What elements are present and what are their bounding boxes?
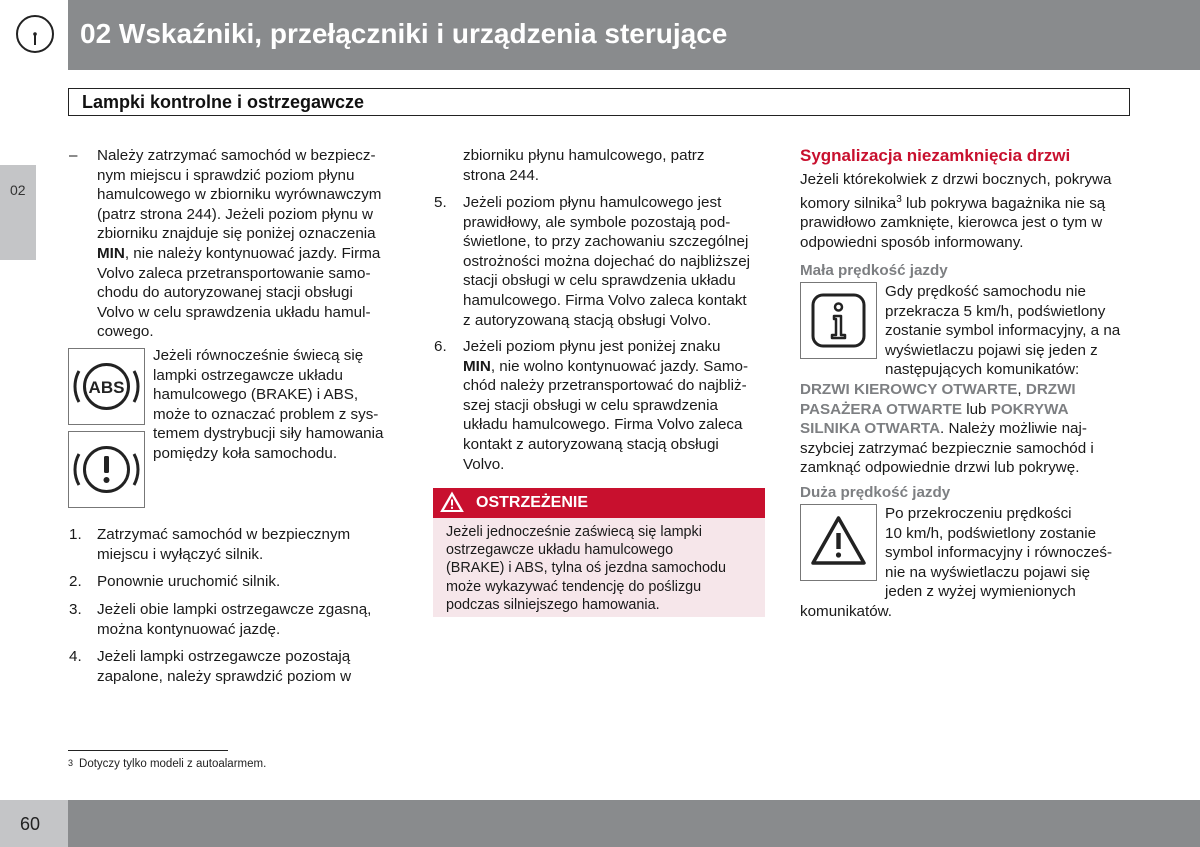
text-line: Należy zatrzymać samochód w bezpiecz-	[97, 147, 376, 164]
chapter-title: 02 Wskaźniki, przełączniki i urządzenia sterujące	[80, 18, 728, 49]
list-item	[97, 572, 407, 592]
text-line: Ponownie uruchomić silnik.	[97, 573, 281, 590]
text-line: lampki ostrzegawcze układu	[153, 366, 343, 384]
footnote	[68, 758, 266, 770]
text-line: Jeżeli równocześnie świecą się	[153, 347, 364, 364]
chapter-tab	[0, 165, 36, 260]
text-line: ostrzegawcze układu hamulcowego	[446, 542, 674, 559]
text-line: Jeżeli jednocześnie zaświecą się lampki	[446, 524, 702, 540]
section-title: Lampki kontrolne i ostrzegawcze	[82, 92, 365, 112]
text-line	[463, 357, 773, 377]
text-line: zbiorniku płynu hamulcowego, patrz	[463, 147, 705, 164]
text-line: Gdy prędkość samochodu nie	[885, 283, 1086, 300]
list-item	[97, 647, 407, 686]
text-line: temem dystrybucji siły hamowania	[153, 425, 384, 443]
text-span: , nie należy kontynuować jazdy. Firma	[124, 244, 381, 262]
list-number: 5.	[434, 194, 447, 211]
warning-label: OSTRZEŻENIE	[476, 494, 589, 511]
footer-bar	[68, 800, 1200, 847]
text-line: Volvo w celu sprawdzenia układu hamul-	[97, 303, 371, 321]
text-line: można kontynuować jazdę.	[97, 620, 281, 638]
high-speed-tail: komunikatów.	[800, 603, 893, 620]
text-line: zostanie symbol informacyjny, a na	[885, 322, 1121, 340]
list-item	[97, 600, 407, 639]
text-line	[800, 400, 1145, 420]
warning-triangle-icon	[440, 491, 464, 513]
text-span: lub pokrywa bagażnika nie są	[901, 194, 1106, 212]
text-line: nym miejscu i sprawdzić poziom płynu	[97, 166, 355, 184]
abs-icon-text: ABS	[88, 378, 125, 397]
text-span: ,	[1017, 381, 1026, 398]
list-number: 4.	[69, 648, 82, 665]
doors-heading: Sygnalizacja niezamknięcia drzwi	[800, 146, 1071, 165]
text-line: szej stacji obsługi w celu sprawdzenia	[463, 396, 718, 414]
text-line: ostrożności można dojechać do najbliższej	[463, 252, 751, 270]
warning-text	[446, 523, 761, 614]
list-item	[463, 337, 773, 474]
text-line: prawidłowo zamknięte, kierowca jest o tym w	[800, 214, 1103, 232]
list-item	[463, 193, 773, 330]
brake-icon-box	[68, 431, 145, 508]
text-line: chodu do autoryzowanej stacji obsługi	[97, 284, 353, 302]
list-number: 6.	[434, 338, 447, 355]
text-line	[800, 419, 1145, 439]
text-line: zapalone, należy sprawdzić poziom w	[97, 667, 352, 685]
text-line: prawidłowy, ale symbole pozostają pod-	[463, 213, 731, 231]
text-line: Volvo zaleca przetransportowanie samo-	[97, 264, 371, 282]
list-number: 2.	[69, 573, 82, 590]
list-number: 3.	[69, 601, 82, 618]
brake-warning-icon	[69, 432, 144, 507]
text-line: hamulcowego w zbiorniku wyrównawczym	[97, 186, 382, 204]
text-line: 10 km/h, podświetlony zostanie	[885, 524, 1097, 542]
text-line	[97, 244, 407, 264]
message-text: PASAŻERA OTWARTE	[800, 400, 962, 418]
gauge-icon	[15, 14, 55, 54]
list-item	[97, 525, 407, 564]
low-speed-heading: Mała prędkość jazdy	[800, 262, 948, 279]
high-speed-heading: Duża prędkość jazdy	[800, 484, 951, 501]
text-line: Jeżeli poziom płynu jest poniżej znaku	[463, 338, 721, 355]
text-line: Volvo.	[463, 455, 505, 473]
text-line: jeden z wyżej wymienionych	[885, 583, 1076, 601]
text-line: hamulcowego (BRAKE) i ABS,	[153, 386, 359, 404]
text-line: z autoryzowaną stacją obsługi Volvo.	[463, 311, 712, 329]
text-line: Jeżeli poziom płynu hamulcowego jest	[463, 194, 722, 211]
footnote-ref: 3	[896, 193, 902, 205]
text-span: . Należy możliwie naj-	[940, 420, 1087, 438]
footnote-rule	[68, 750, 228, 751]
chapter-tab-label: 02	[10, 182, 26, 198]
min-marker: MIN	[463, 357, 491, 375]
high-speed-paragraph	[885, 504, 1145, 602]
text-line: nie na wyświetlaczu pojawi się	[885, 563, 1091, 581]
message-text: DRZWI KIEROWCY OTWARTE	[800, 381, 1018, 398]
icon-paragraph	[153, 346, 413, 464]
message-text: POKRYWA	[990, 400, 1069, 418]
text-line: strona 244.	[463, 166, 539, 184]
text-line: przekracza 5 km/h, podświetlony	[885, 302, 1106, 320]
text-line: szybciej zatrzymać bezpiecznie samochód i	[800, 439, 1094, 457]
text-line: Jeżeli którekolwiek z drzwi bocznych, pokrywa	[800, 171, 1112, 188]
footnote-mark: 3	[68, 758, 74, 768]
text-line: następujących komunikatów:	[885, 361, 1080, 379]
text-line: zamknąć odpowiednie drzwi lub pokrywę.	[800, 459, 1080, 477]
text-line: stacji obsługi w celu sprawdzenia układu	[463, 272, 736, 290]
text-line: podczas silniejszego hamowania.	[446, 596, 660, 613]
text-line: pomiędzy koła samochodu.	[153, 444, 338, 462]
list-number: 1.	[69, 526, 82, 543]
text-line: cowego.	[97, 323, 154, 341]
text-line: wyświetlaczu pojawi się jeden z	[885, 341, 1098, 359]
info-icon-box	[800, 282, 877, 359]
low-speed-paragraph	[885, 282, 1145, 380]
low-speed-messages	[800, 380, 1145, 478]
text-line: układu hamulcowego. Firma Volvo zaleca	[463, 416, 743, 434]
text-line: symbol informacyjny i równocześ-	[885, 544, 1113, 562]
triangle-icon	[801, 505, 876, 580]
text-line: zbiorniku znajduje się poniżej oznaczenia	[97, 225, 376, 243]
text-span: komory silnika	[800, 194, 897, 212]
text-line: odpowiedni sposób informowany.	[800, 233, 1024, 251]
min-marker: MIN	[97, 244, 125, 262]
text-line: (patrz strona 244). Jeżeli poziom płynu w	[97, 205, 374, 223]
text-line: może wykazywać tendencję do poślizgu	[446, 578, 702, 595]
text-line: świetlone, to przy zachowaniu szczególnej	[463, 233, 749, 251]
text-line: (BRAKE) i ABS, tylna oś jezdna samochodu	[446, 560, 726, 577]
abs-warning-icon	[69, 349, 144, 424]
message-text: DRZWI	[1025, 381, 1076, 398]
text-line	[800, 380, 1145, 400]
doors-intro	[800, 170, 1140, 252]
text-line: może to oznaczać problem z sys-	[153, 405, 379, 423]
dash-paragraph	[97, 146, 407, 342]
text-line: Jeżeli lampki ostrzegawcze pozostają	[97, 648, 351, 665]
footnote-text: Dotyczy tylko modeli z autoalarmem.	[79, 758, 267, 770]
text-span: , nie wolno kontynuować jazdy. Samo-	[490, 357, 749, 375]
text-line: Po przekroczeniu prędkości	[885, 505, 1072, 522]
text-line: Jeżeli obie lampki ostrzegawcze zgasną,	[97, 601, 372, 618]
page-number: 60	[20, 814, 41, 834]
text-line: kontakt z autoryzowaną stacją obsługi	[463, 435, 719, 453]
text-line: chód należy przetransportować do najbliż-	[463, 377, 747, 395]
text-line	[800, 190, 1140, 214]
triangle-icon-box	[800, 504, 877, 581]
message-text: SILNIKA OTWARTA	[800, 420, 941, 438]
continued-text	[463, 146, 773, 185]
text-line: hamulcowego. Firma Volvo zaleca kontakt	[463, 291, 747, 309]
dash-marker: –	[69, 147, 78, 164]
info-icon	[801, 283, 876, 358]
text-line: Zatrzymać samochód w bezpiecznym	[97, 526, 351, 543]
text-line: miejscu i wyłączyć silnik.	[97, 545, 264, 563]
abs-icon-box	[68, 348, 145, 425]
text-span: lub	[962, 400, 991, 418]
